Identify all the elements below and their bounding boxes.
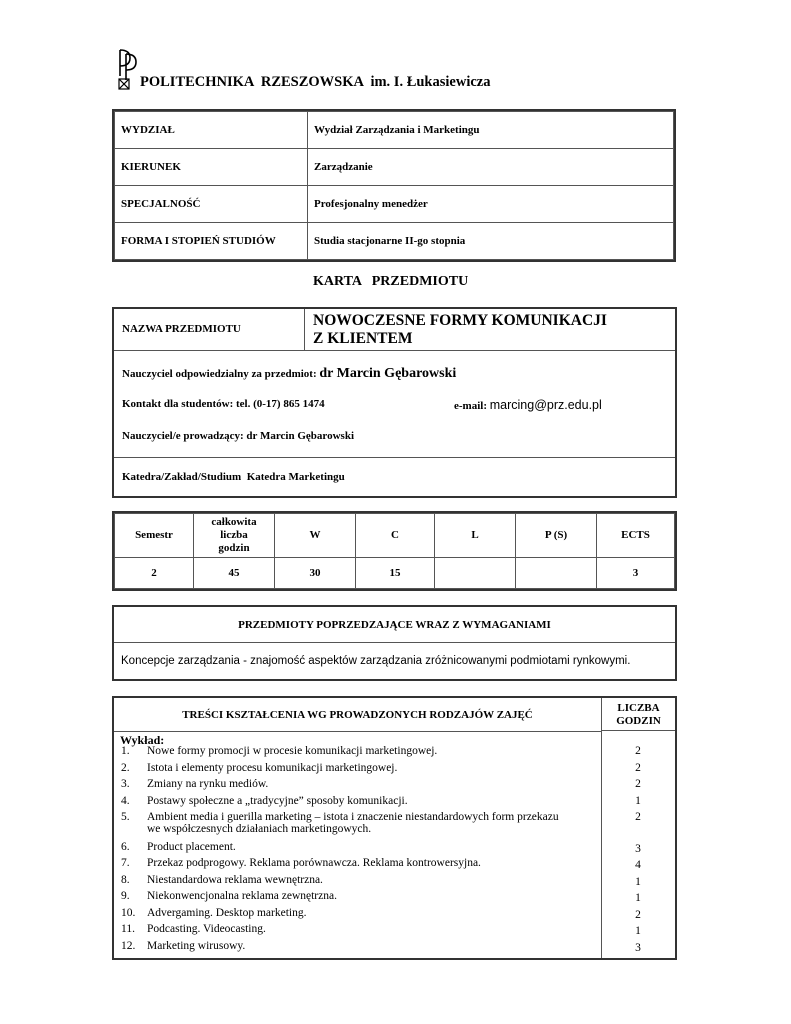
course-name-line-1: NOWOCZESNE FORMY KOMUNIKACJI: [313, 312, 607, 329]
item-number: 10.: [121, 907, 136, 919]
specialty-label: SPECJALNOŚĆ: [115, 186, 308, 223]
item-number: 5.: [121, 811, 130, 823]
prerequisites-text: Koncepcje zarządzania - znajomość aspektów zarządzania zróżnicowanymi podmiotami rynkowymi.: [121, 655, 631, 667]
item-text: Marketing wirusowy.: [147, 940, 246, 952]
item-hours-value: 1: [635, 876, 641, 888]
item-text: Istota i elementy procesu komunikacji marketingowej.: [147, 762, 398, 774]
department: Katedra/Zakład/Studium Katedra Marketingu: [122, 471, 345, 483]
study-form-label: FORMA I STOPIEŃ STUDIÓW: [115, 223, 308, 260]
list-item: [121, 907, 307, 919]
item-text: Advergaming. Desktop marketing.: [147, 907, 307, 919]
course-content-box: [112, 696, 677, 960]
exercise-hours-header: C: [356, 514, 435, 558]
item-hours-value: 3: [635, 843, 641, 855]
item-hours-value: 1: [635, 925, 641, 937]
list-item: [121, 745, 438, 757]
responsible-teacher-label: Nauczyciel odpowiedzialny za przedmiot:: [122, 368, 320, 380]
list-item: [121, 857, 481, 869]
item-text: Postawy społeczne a „tradycyjne” sposoby komunikacji.: [147, 795, 408, 807]
item-hours-value: 1: [635, 795, 641, 807]
item-number: 1.: [121, 745, 130, 757]
table-row: [115, 186, 674, 223]
list-item: [121, 874, 323, 886]
faculty-value: Wydział Zarządzania i Marketingu: [308, 112, 674, 149]
course-name-label: NAZWA PRZEDMIOTU: [122, 323, 241, 335]
total-hours-value: 45: [194, 558, 275, 589]
table-row: [115, 558, 675, 589]
ects-header: ECTS: [597, 514, 675, 558]
responsible-teacher-name: dr Marcin Gębarowski: [319, 366, 457, 381]
project-hours-header: P (S): [516, 514, 597, 558]
university-name: POLITECHNIKA RZESZOWSKA im. I. Łukasiewicza: [140, 74, 491, 90]
field-label: KIERUNEK: [115, 149, 308, 186]
email-address: marcing@prz.edu.pl: [489, 398, 602, 412]
list-item: [121, 778, 269, 790]
list-item: [121, 811, 559, 835]
hours-table: [112, 511, 677, 591]
item-number: 12.: [121, 940, 136, 952]
item-number: 4.: [121, 795, 130, 807]
hours-count-header: [602, 698, 675, 731]
table-row: [115, 149, 674, 186]
item-text: Nowe formy promocji w procesie komunikacji marketingowej.: [147, 745, 438, 757]
lecturers: Nauczyciel/e prowadzący: dr Marcin Gębarowski: [122, 430, 354, 442]
course-name-line-2: Z KLIENTEM: [313, 330, 413, 347]
list-item: [121, 762, 398, 774]
item-number: 3.: [121, 778, 130, 790]
item-text: Podcasting. Videocasting.: [147, 923, 266, 935]
content-title: TREŚCI KSZTAŁCENIA WG PROWADZONYCH RODZAJÓW ZAJĘĆ: [114, 698, 602, 732]
semester-header: Semestr: [115, 514, 194, 558]
exercise-hours-value: 15: [356, 558, 435, 589]
item-hours-value: 1: [635, 892, 641, 904]
lecture-label: Wykład:: [120, 733, 165, 747]
item-hours-value: 2: [635, 778, 641, 790]
item-text: Przekaz podprogowy. Reklama porównawcza. Reklama kontrowersyjna.: [147, 857, 481, 869]
item-number: 9.: [121, 890, 130, 902]
total-hours-header: całkowita liczba godzin: [194, 514, 275, 558]
item-text: Ambient media i guerilla marketing – istota i znaczenie niestandardowych form przekazu we współczesnych działaniach marketingowych.: [147, 811, 559, 835]
project-hours-value: [516, 558, 597, 589]
prerequisites-title: PRZEDMIOTY POPRZEDZAJĄCE WRAZ Z WYMAGANIAMI: [114, 607, 675, 643]
item-hours-value: 4: [635, 859, 641, 871]
item-text: Product placement.: [147, 841, 236, 853]
hours-count-header-line-1: LICZBA: [617, 702, 660, 714]
study-form-value: Studia stacjonarne II-go stopnia: [308, 223, 674, 260]
faculty-label: WYDZIAŁ: [115, 112, 308, 149]
table-header-row: [115, 514, 675, 558]
contact-phone: Kontakt dla studentów: tel. (0-17) 865 1474: [122, 398, 325, 410]
list-item: [121, 841, 236, 853]
item-hours-value: 2: [635, 811, 641, 823]
item-hours-value: 2: [635, 762, 641, 774]
prerequisites-box: [112, 605, 677, 681]
item-number: 8.: [121, 874, 130, 886]
course-info-box: [112, 307, 677, 498]
semester-value: 2: [115, 558, 194, 589]
item-text: Niekonwencjonalna reklama zewnętrzna.: [147, 890, 337, 902]
faculty-info-table: [112, 109, 676, 262]
lab-hours-header: L: [435, 514, 516, 558]
item-text: Zmiany na rynku mediów.: [147, 778, 269, 790]
specialty-value: Profesjonalny menedżer: [308, 186, 674, 223]
table-row: [115, 223, 674, 260]
lecture-hours-value: 30: [275, 558, 356, 589]
responsible-teacher: [122, 366, 456, 382]
course-name: [313, 312, 607, 348]
university-logo-icon: [118, 48, 140, 90]
list-item: [121, 890, 337, 902]
item-hours-value: 2: [635, 909, 641, 921]
hours-count-header-line-2: GODZIN: [616, 715, 661, 727]
item-hours-value: 3: [635, 942, 641, 954]
lab-hours-value: [435, 558, 516, 589]
item-number: 11.: [121, 923, 135, 935]
item-number: 2.: [121, 762, 130, 774]
contact-email: [454, 398, 602, 412]
item-number: 7.: [121, 857, 130, 869]
list-item: [121, 940, 246, 952]
lecture-hours-header: W: [275, 514, 356, 558]
item-hours-value: 2: [635, 745, 641, 757]
item-text: Niestandardowa reklama wewnętrzna.: [147, 874, 323, 886]
table-row: [115, 112, 674, 149]
list-item: [121, 795, 408, 807]
list-item: [121, 923, 266, 935]
item-number: 6.: [121, 841, 130, 853]
ects-value: 3: [597, 558, 675, 589]
field-value: Zarządzanie: [308, 149, 674, 186]
email-label: e-mail:: [454, 400, 490, 412]
card-title: KARTA PRZEDMIOTU: [313, 274, 469, 289]
